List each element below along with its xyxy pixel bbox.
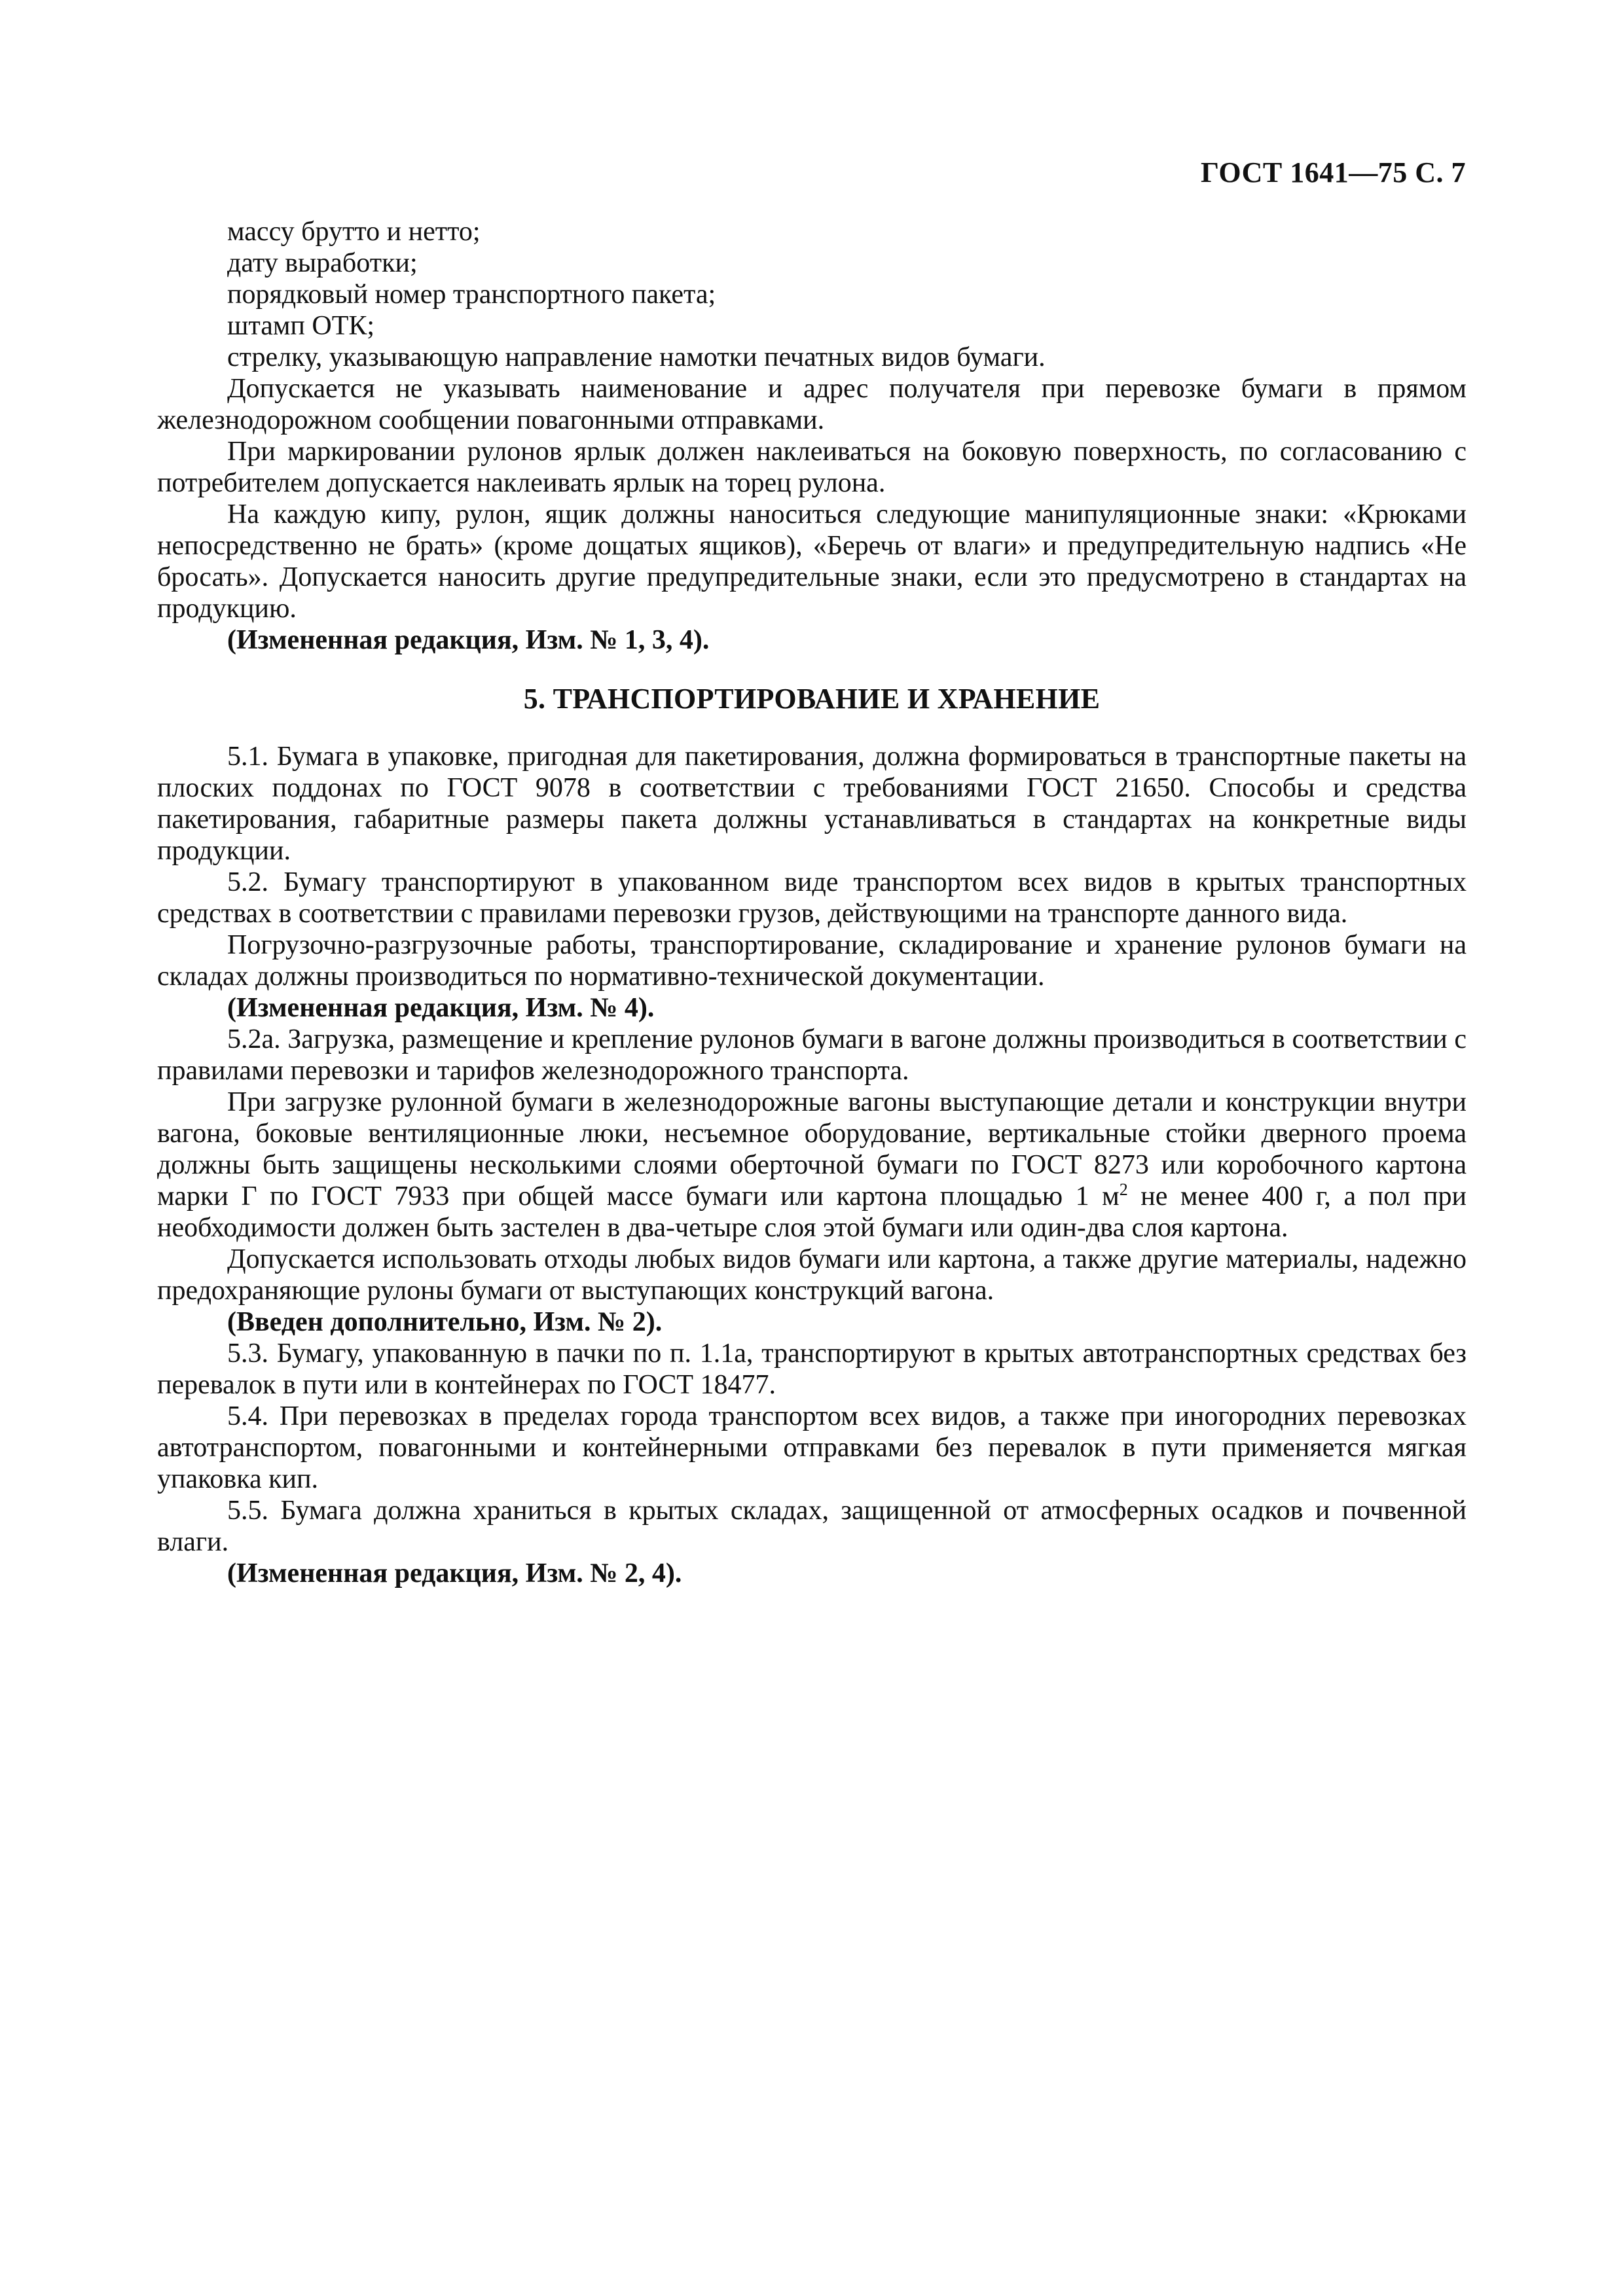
paragraph-rail-loading xyxy=(157,1086,1467,1244)
list-item-package-number: порядковый номер транспортного пакета; xyxy=(227,279,716,310)
amendment-note: (Измененная редакция, Изм. № 2, 4). xyxy=(227,1558,682,1588)
paragraph-5-4: 5.4. При перевозках в пределах города транспортом всех видов, а также при иногородних перевозках автотранспортом, повагонными и контейнерными отправками без перевалок в пути применяется мягкая упаковка кип. xyxy=(157,1401,1467,1494)
list-item-otk-stamp: штамп ОТК; xyxy=(227,311,375,341)
document-body xyxy=(157,216,1467,1589)
section-title: 5. ТРАНСПОРТИРОВАНИЕ И ХРАНЕНИЕ xyxy=(523,683,1101,715)
paragraph-label: При маркировании рулонов ярлык должен наклеиваться на боковую поверхность, по согласованию с потребителем допускается наклеивать ярлык на торец рулона. xyxy=(157,437,1467,498)
paragraph-5-2a: 5.2а. Загрузка, размещение и крепление рулонов бумаги в вагоне должны производиться в соответствии с правилами перевозки и тарифов железнодорожного транспорта. xyxy=(157,1024,1467,1086)
paragraph-handling-signs: На каждую кипу, рулон, ящик должны наноситься следующие манипуляционные знаки: «Крюками непосредственно не брать» (кроме дощатых ящиков), «Беречь от влаги» и предупредительную надпись «Не бросать». Допускается наносить другие предупредительные знаки, если это предусмотрено в стандартах на продукцию. xyxy=(157,499,1467,624)
amendment-note: (Измененная редакция, Изм. № 1, 3, 4). xyxy=(227,625,710,655)
list-item-gross-net: массу брутто и нетто; xyxy=(227,217,481,247)
paragraph-waste-materials: Допускается использовать отходы любых видов бумаги или картона, а также другие материалы, надежно предохраняющие рулоны бумаги от выступающих конструкций вагона. xyxy=(157,1244,1467,1306)
paragraph-5-3: 5.3. Бумагу, упакованную в пачки по п. 1.1а, транспортируют в крытых автотранспортных средствах без перевалок в пути или в контейнерах по ГОСТ 18477. xyxy=(157,1338,1467,1400)
list-item-arrow: стрелку, указывающую направление намотки печатных видов бумаги. xyxy=(227,342,1046,372)
list-item-date: дату выработки; xyxy=(227,248,418,278)
paragraph-5-2: 5.2. Бумагу транспортируют в упакованном виде транспортом всех видов в крытых транспортных средствах в соответствии с правилами перевозки грузов, действующими на транспорте данного вида. xyxy=(157,867,1467,929)
amendment-note: (Введен дополнительно, Изм. № 2). xyxy=(227,1307,663,1337)
paragraph-recipient: Допускается не указывать наименование и адрес получателя при перевозке бумаги в прямом железнодорожном сообщении повагонными отправками. xyxy=(157,374,1467,435)
paragraph-rail-loading-part2: не менее 400 г, а пол при необходимости должен быть застелен в два-четыре слоя этой бумаги или один-два слоя картона. xyxy=(157,1181,1467,1243)
paragraph-loading-works: Погрузочно-разгрузочные работы, транспортирование, складирование и хранение рулонов бумаги на складах должны производиться по нормативно-технической документации. xyxy=(157,930,1467,992)
amendment-note: (Измененная редакция, Изм. № 4). xyxy=(227,993,655,1023)
paragraph-rail-loading-part1: При загрузке рулонной бумаги в железнодорожные вагоны выступающие детали и конструкции внутри вагона, боковые вентиляционные люки, несъемное оборудование, вертикальные стойки дверного проема должны быть защищены несколькими слоями оберточной бумаги по ГОСТ 8273 или коробочного картона марки Г по ГОСТ 7933 при общей массе бумаги или картона площадью 1 м xyxy=(157,1087,1467,1211)
superscript: 2 xyxy=(1119,1180,1128,1199)
paragraph-5-5: 5.5. Бумага должна храниться в крытых складах, защищенной от атмосферных осадков и почвенной влаги. xyxy=(157,1496,1467,1557)
paragraph-5-1: 5.1. Бумага в упаковке, пригодная для пакетирования, должна формироваться в транспортные пакеты на плоских поддонах по ГОСТ 9078 в соответствии с требованиями ГОСТ 21650. Способы и средства пакетирования, габаритные размеры пакета должны устанавливаться в стандартах на конкретные виды продукции. xyxy=(157,742,1467,866)
page-header: ГОСТ 1641—75 С. 7 xyxy=(1200,156,1466,188)
